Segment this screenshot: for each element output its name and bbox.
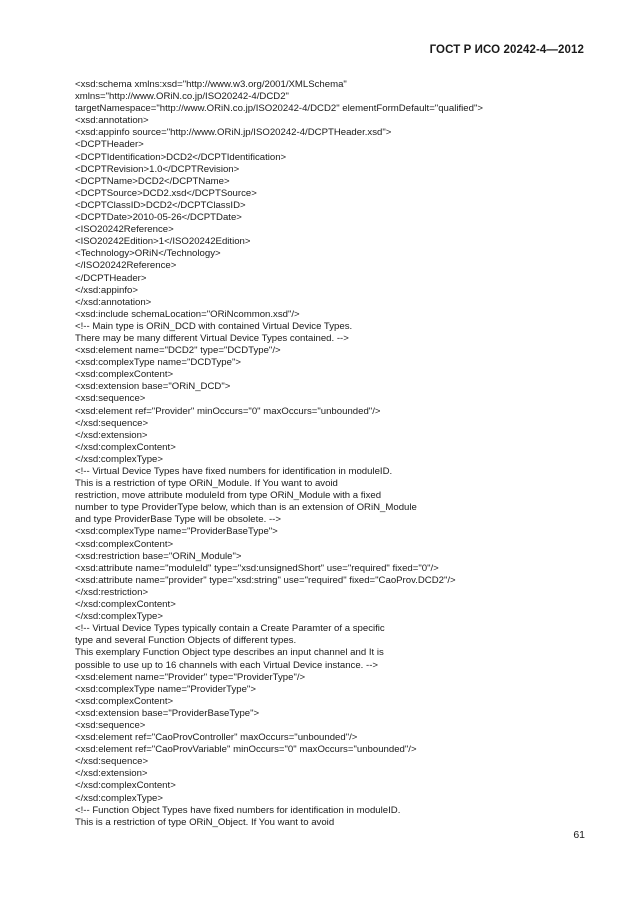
- code-line: <xsd:sequence>: [75, 393, 146, 405]
- code-line: <DCPTSource>DCD2.xsd</DCPTSource>: [75, 187, 257, 199]
- code-line: <xsd:schema xmlns:xsd="http://www.w3.org/2001/XMLSchema": [75, 79, 347, 90]
- code-line: <xsd:complexType name="ProviderBaseType">: [75, 526, 278, 538]
- code-line: </xsd:sequence>: [75, 417, 149, 429]
- code-line: </xsd:complexContent>: [75, 441, 176, 453]
- code-line: <xsd:attribute name="moduleId" type="xsd:unsignedShort" use="required" fixed="0"/>: [75, 562, 439, 574]
- code-line: <DCPTName>DCD2</DCPTName>: [75, 175, 230, 187]
- code-line: </DCPTHeader>: [75, 272, 147, 284]
- code-line: <DCPTRevision>1.0</DCPTRevision>: [75, 163, 240, 175]
- code-line: This exemplary Function Object type describes an input channel and It is: [75, 647, 384, 659]
- code-line: <xsd:element ref="CaoProvController" maxOccurs="unbounded"/>: [75, 732, 358, 744]
- code-line: targetNamespace="http://www.ORiN.co.jp/ISO20242-4/DCD2" elementFormDefault="qualified">: [75, 103, 483, 115]
- code-line: <xsd:complexContent>: [75, 695, 174, 707]
- code-line: <xsd:element ref="CaoProvVariable" minOccurs="0" maxOccurs="unbounded"/>: [75, 744, 417, 756]
- code-line: </xsd:complexType>: [75, 792, 163, 804]
- code-line: <Technology>ORiN</Technology>: [75, 248, 221, 260]
- code-line: </ISO20242Reference>: [75, 260, 177, 272]
- code-line: <DCPTIdentification>DCD2</DCPTIdentification>: [75, 151, 287, 163]
- code-line: restriction, move attribute moduleId from type ORiN_Module with a fixed: [75, 490, 382, 502]
- code-line: <xsd:complexType name="DCDType">: [75, 357, 241, 369]
- code-line: <DCPTDate>2010-05-26</DCPTDate>: [75, 212, 242, 224]
- code-line: number to type ProviderType below, which than is an extension of ORiN_Module: [75, 502, 417, 514]
- code-line: <!-- Function Object Types have fixed numbers for identification in moduleID.: [75, 804, 401, 816]
- code-line: This is a restriction of type ORiN_Module. If You want to avoid: [75, 478, 338, 490]
- code-line: </xsd:complexType>: [75, 611, 163, 623]
- code-line: <xsd:element ref="Provider" minOccurs="0" maxOccurs="unbounded"/>: [75, 405, 381, 417]
- code-line: <!-- Virtual Device Types have fixed numbers for identification in moduleID.: [75, 466, 393, 477]
- code-line: <xsd:attribute name="provider" type="xsd:string" use="required" fixed="CaoProv.DCD2"/>: [75, 574, 456, 586]
- code-line: <ISO20242Reference>: [75, 224, 174, 236]
- code-line: <DCPTHeader>: [75, 139, 144, 151]
- code-line: xmlns="http://www.ORiN.co.jp/ISO20242-4/DCD2": [75, 91, 289, 103]
- code-line: <xsd:restriction base="ORiN_Module">: [75, 550, 242, 562]
- code-line: <xsd:complexType name="ProviderType">: [75, 683, 256, 695]
- code-line: </xsd:extension>: [75, 768, 148, 780]
- code-line: This is a restriction of type ORiN_Object. If You want to avoid: [75, 816, 335, 828]
- code-line: <xsd:appinfo source="http://www.ORiN.jp/ISO20242-4/DCPTHeader.xsd">: [75, 127, 392, 139]
- code-line: </xsd:complexContent>: [75, 780, 176, 792]
- code-line: <xsd:complexContent>: [75, 538, 174, 550]
- code-line: <xsd:extension base="ORiN_DCD">: [75, 381, 231, 393]
- code-line: </xsd:restriction>: [75, 586, 149, 598]
- xsd-code-listing: [75, 79, 585, 829]
- code-line: <!-- Main type is ORiN_DCD with contained Virtual Device Types.: [75, 320, 353, 332]
- code-line: <xsd:element name="Provider" type="ProviderType"/>: [75, 671, 306, 683]
- code-line: </xsd:sequence>: [75, 756, 149, 768]
- code-line: <xsd:extension base="ProviderBaseType">: [75, 707, 260, 719]
- standard-title: ГОСТ Р ИСО 20242-4—2012: [429, 44, 584, 56]
- code-line: </xsd:complexContent>: [75, 599, 176, 611]
- code-line: </xsd:complexType>: [75, 453, 163, 465]
- code-line: </xsd:appinfo>: [75, 284, 138, 296]
- code-line: <xsd:complexContent>: [75, 369, 174, 381]
- code-line: type and several Function Objects of different types.: [75, 635, 297, 647]
- code-line: There may be many different Virtual Device Types contained. -->: [75, 332, 349, 344]
- code-line: <xsd:element name="DCD2" type="DCDType"/>: [75, 345, 281, 357]
- code-line: <!-- Virtual Device Types typically contain a Create Paramter of a specific: [75, 623, 385, 635]
- code-line: and type ProviderBase Type will be obsolete. -->: [75, 514, 281, 526]
- code-line: <xsd:sequence>: [75, 719, 146, 731]
- code-line: <xsd:annotation>: [75, 115, 149, 127]
- page-number: 61: [573, 829, 585, 841]
- code-line: possible to use up to 16 channels with each Virtual Device instance. -->: [75, 659, 378, 671]
- code-line: <ISO20242Edition>1</ISO20242Edition>: [75, 236, 251, 248]
- code-line: <DCPTClassID>DCD2</DCPTClassID>: [75, 199, 246, 211]
- code-line: </xsd:annotation>: [75, 296, 152, 308]
- code-line: <xsd:include schemaLocation="ORiNcommon.xsd"/>: [75, 308, 300, 320]
- code-line: </xsd:extension>: [75, 429, 148, 441]
